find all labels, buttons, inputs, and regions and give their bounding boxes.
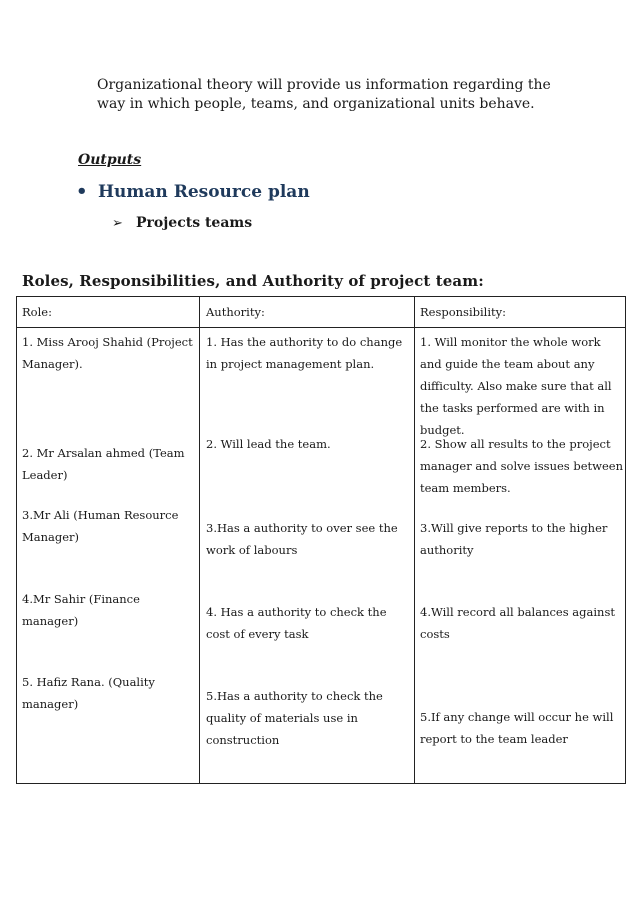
responsibility-line: costs: [420, 627, 450, 641]
role-line: 4.Mr Sahir (Finance: [22, 592, 140, 606]
intro-line: way in which people, teams, and organizational units behave.: [97, 96, 535, 112]
role-line: 1. Miss Arooj Shahid (Project: [22, 335, 193, 349]
role-cell: [22, 588, 140, 632]
column-divider: [414, 297, 415, 783]
authority-cell: [206, 517, 398, 561]
intro-paragraph: [97, 76, 577, 114]
responsibility-cell: [420, 517, 607, 561]
responsibility-line: team members.: [420, 481, 511, 495]
role-line: Manager).: [22, 357, 83, 371]
authority-line: 5.Has a authority to check the: [206, 689, 383, 703]
responsibility-line: 2. Show all results to the project: [420, 437, 611, 451]
role-line: manager): [22, 614, 79, 628]
bullet-icon: •: [76, 181, 88, 202]
authority-cell: [206, 433, 331, 455]
responsibility-line: 3.Will give reports to the higher: [420, 521, 608, 535]
role-cell: [22, 671, 155, 715]
bullet-projects-teams: [112, 215, 252, 231]
responsibility-line: 4.Will record all balances against: [420, 605, 615, 619]
responsibility-line: 5.If any change will occur he will: [420, 710, 614, 724]
authority-cell: [206, 685, 383, 751]
role-line: 5. Hafiz Rana. (Quality: [22, 675, 155, 689]
authority-cell: [206, 601, 387, 645]
responsibility-line: 1. Will monitor the whole work: [420, 335, 601, 349]
header-responsibility: Responsibility:: [420, 305, 507, 319]
responsibility-line: manager and solve issues between: [420, 459, 623, 473]
role-line: 2. Mr Arsalan ahmed (Team: [22, 446, 185, 460]
header-divider: [17, 327, 625, 328]
authority-line: 2. Will lead the team.: [206, 437, 331, 451]
column-divider: [199, 297, 200, 783]
header-role: Role:: [22, 305, 52, 319]
outputs-heading: Outputs: [78, 152, 142, 168]
role-cell: [22, 504, 178, 548]
role-line: Leader): [22, 468, 68, 482]
authority-line: construction: [206, 733, 280, 747]
authority-line: 1. Has the authority to do change: [206, 335, 403, 349]
authority-cell: [206, 331, 402, 375]
responsibility-line: the tasks performed are with in: [420, 401, 605, 415]
roles-table: [16, 296, 626, 784]
authority-line: work of labours: [206, 543, 298, 557]
role-line: manager): [22, 697, 79, 711]
responsibility-line: difficulty. Also make sure that all: [420, 379, 612, 393]
role-cell: [22, 331, 193, 375]
responsibility-cell: [420, 601, 615, 645]
authority-line: 3.Has a authority to over see the: [206, 521, 398, 535]
responsibility-line: authority: [420, 543, 474, 557]
responsibility-line: and guide the team about any: [420, 357, 595, 371]
responsibility-line: report to the team leader: [420, 732, 568, 746]
role-cell: [22, 442, 185, 486]
responsibility-cell: [420, 433, 623, 499]
authority-line: quality of materials use in: [206, 711, 358, 725]
authority-line: in project management plan.: [206, 357, 375, 371]
responsibility-cell: [420, 706, 613, 750]
responsibility-cell: [420, 331, 612, 441]
authority-line: 4. Has a authority to check the: [206, 605, 387, 619]
bullet-text: Human Resource plan: [98, 182, 310, 202]
intro-line: Organizational theory will provide us information regarding the: [97, 77, 551, 93]
role-line: 3.Mr Ali (Human Resource: [22, 508, 179, 522]
arrow-bullet-icon: ➢: [112, 216, 123, 231]
role-line: Manager): [22, 530, 80, 544]
bullet-human-resource-plan: [76, 181, 310, 202]
responsibility-line: budget.: [420, 423, 465, 437]
header-authority: Authority:: [206, 305, 265, 319]
bullet-text: Projects teams: [136, 215, 253, 231]
table-title: Roles, Responsibilities, and Authority of project team:: [22, 272, 484, 290]
authority-line: cost of every task: [206, 627, 309, 641]
